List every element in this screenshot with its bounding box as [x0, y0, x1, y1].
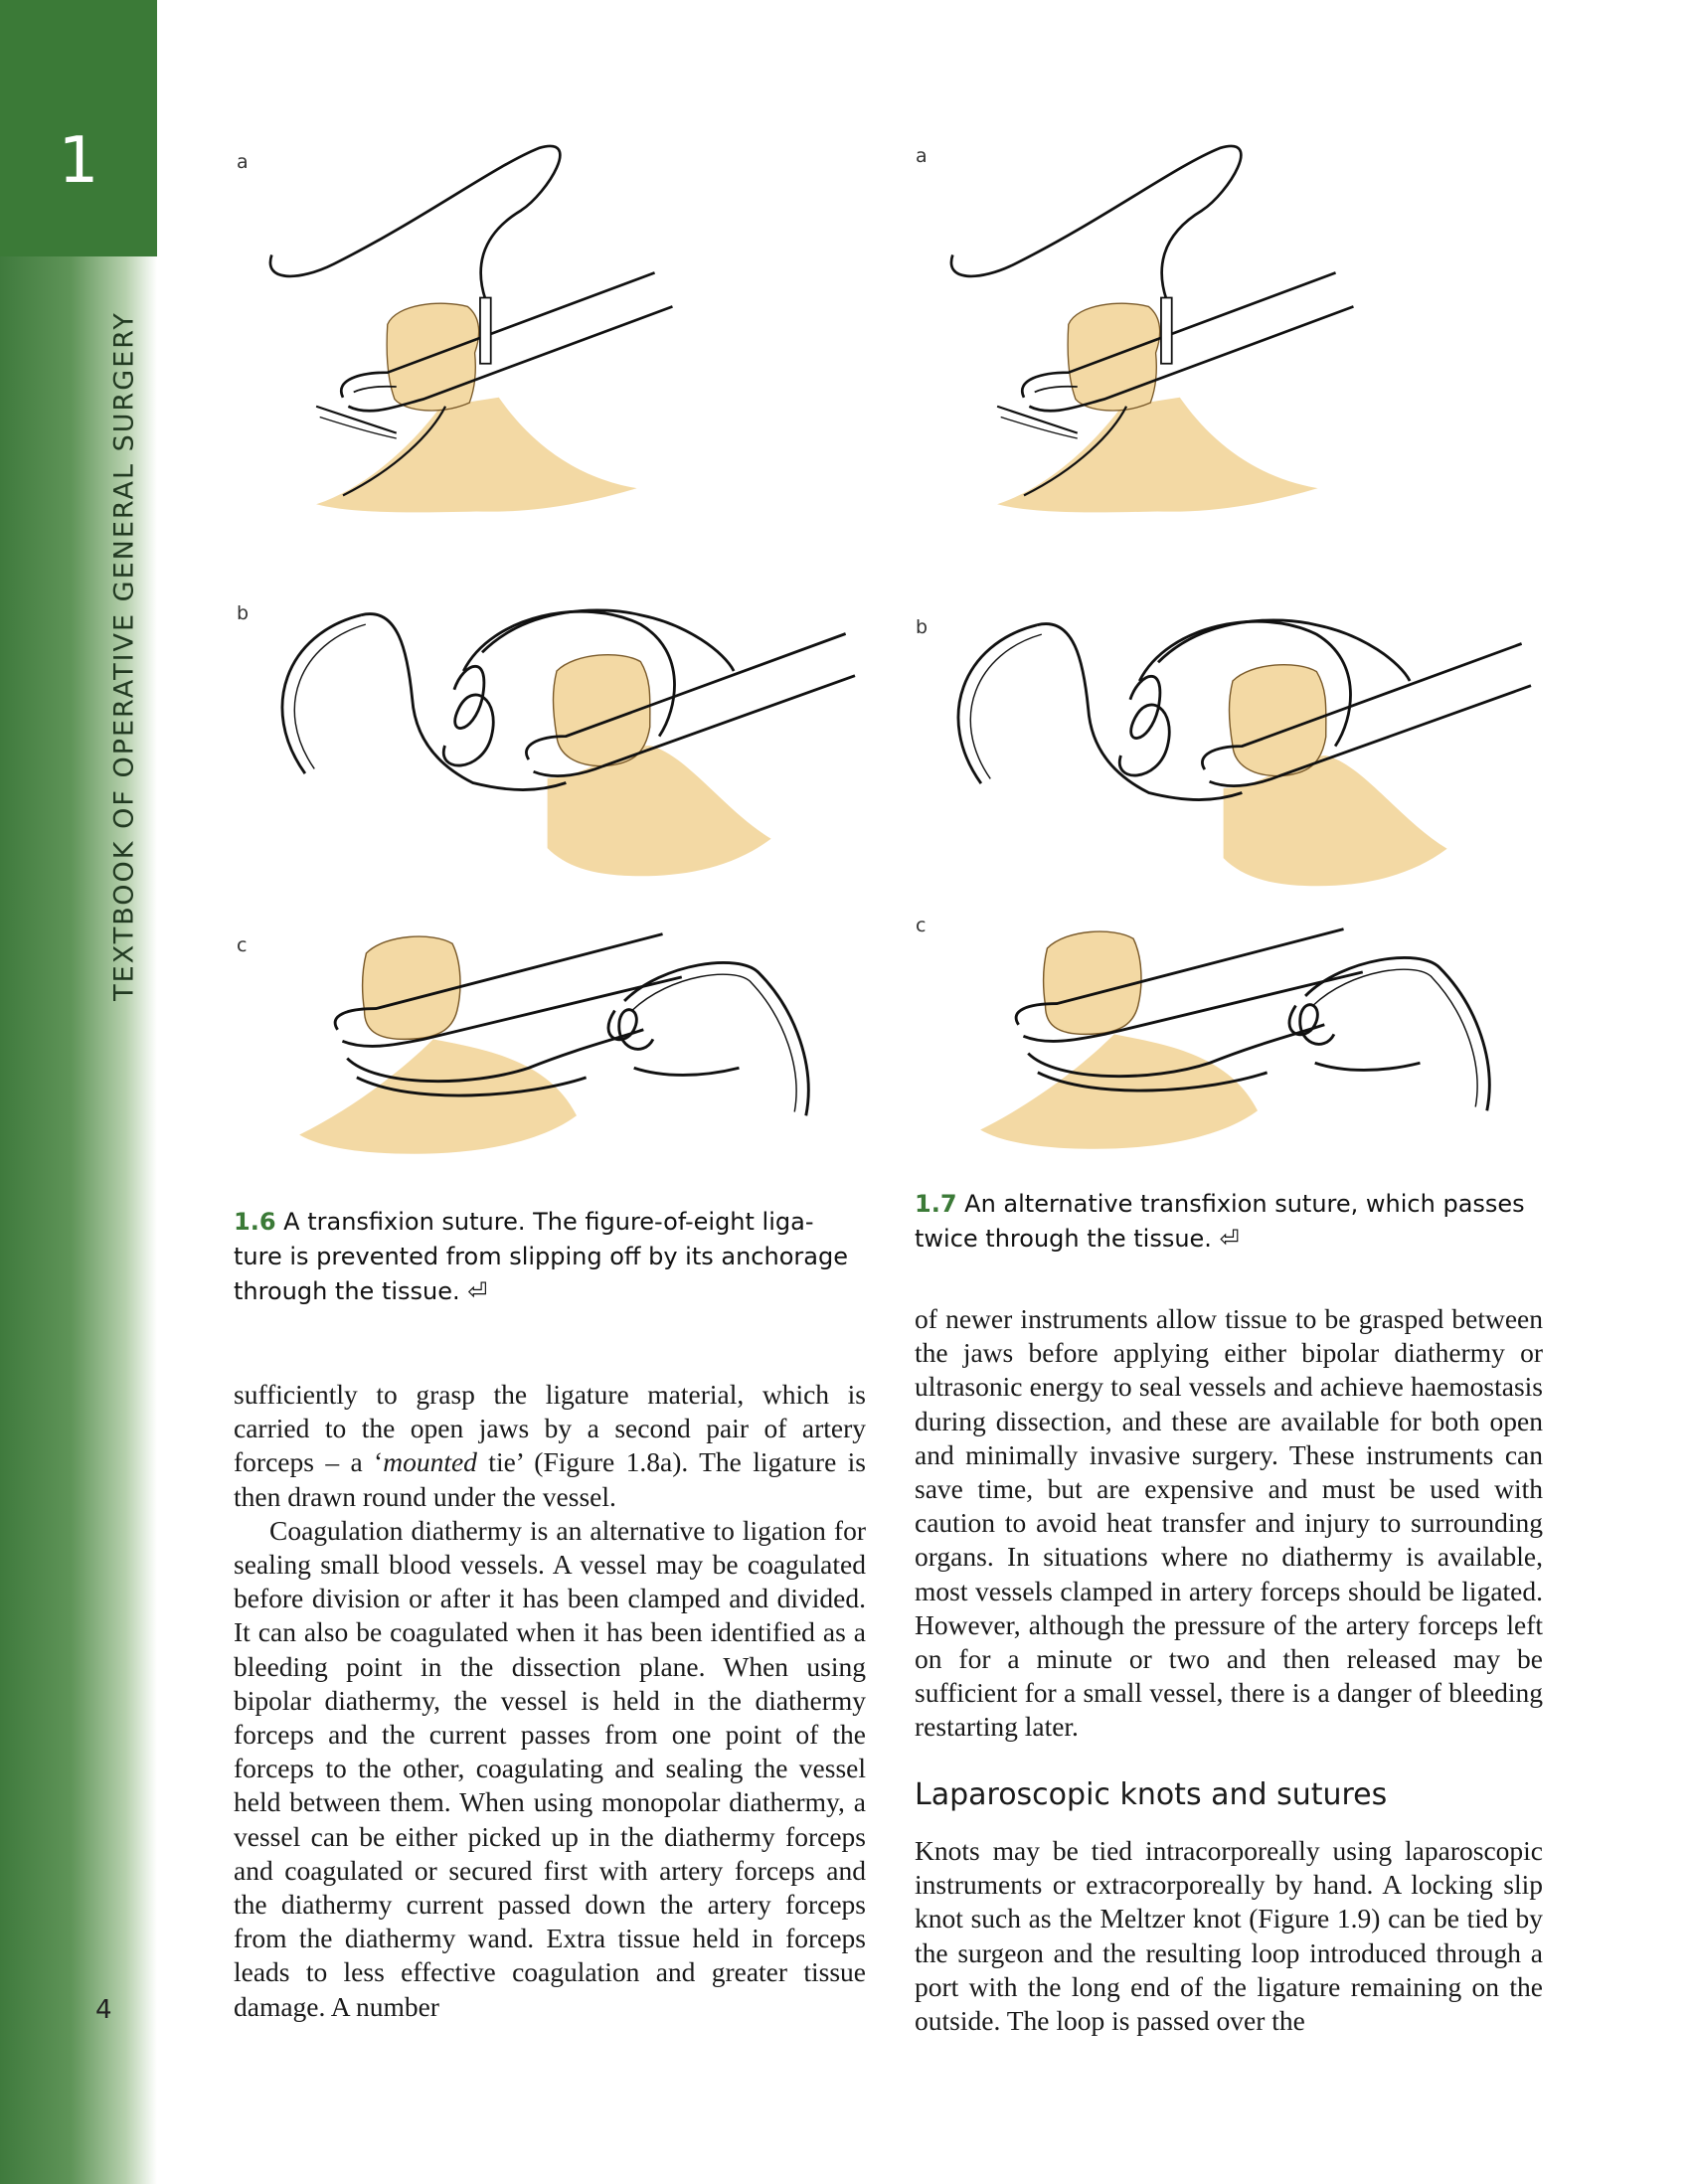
fig-1-7-label-c: c — [916, 915, 927, 936]
fig-1-7-label-b: b — [916, 616, 929, 638]
right-paragraph-1: of newer instruments allow tissue to be grasped between the jaws before applying either bipolar diathermy or ultrasonic energy to seal vessels and achieve haemostasis during dissection, and these are available for both open and minimally invasive surgery. These instruments can save time, but are expensive and must be used with caution to avoid heat transfer and injury to surrounding organs. In situations where no diathermy is available, most vessels clamped in artery forceps should be ligated. However, although the pressure of the artery forceps left on for a minute or two and then released may be sufficient for a small vessel, there is a danger of bleeding restarting later. — [915, 1303, 1543, 1743]
left-p1-text-a: sufficiently to grasp the ligature material, which is carried to the open jaws by a second pair of artery forceps – a ‘ — [234, 1379, 866, 1478]
fig-1-6-panel-b — [229, 596, 885, 895]
fig-1-6-caption-line-1: A transfixion suture. The figure-of-eight liga- — [283, 1208, 814, 1236]
page-number: 4 — [95, 1995, 112, 2025]
right-paragraph-2: Knots may be tied intracorporeally using laparoscopic instruments or extracorporeally by hand. A locking slip knot such as the Meltzer knot (Figure 1.9) can be tied by the surgeon and the resulting loop introduced through a port with the long end of the ligature remaining on the outside. The loop is passed over the — [915, 1835, 1543, 2037]
fig-1-6-label-a: a — [237, 151, 249, 173]
right-column-lower — [915, 1834, 1543, 2038]
fig-1-7-label-a: a — [916, 145, 928, 167]
section-heading: Laparoscopic knots and sutures — [915, 1777, 1388, 1812]
fig-1-7-panel-a — [910, 139, 1566, 567]
fig-1-7-number: 1.7 — [915, 1190, 957, 1218]
left-paragraph-2: Coagulation diathermy is an alternative to ligation for sealing small blood vessels. A vessel may be coagulated before division or after it has been clamped and divided. It can also be coagulated when it has been identified as a bleeding point in the dissection plane. When using bipolar diathermy, the vessel is held in the diathermy forceps and the current passes from one point of the forceps to the other, coagulating and sealing the vessel held between them. When using monopolar diathermy, a vessel can be either picked up in the diathermy forceps and coagulated or secured first with artery forceps and the diathermy current passed down the artery forceps from the diathermy wand. Extra tissue held in forceps leads to less effective coagulation and greater tissue damage. A number — [234, 1514, 866, 2022]
fig-1-7-caption — [915, 1187, 1571, 1257]
right-column — [915, 1302, 1543, 1745]
fig-1-6-panel-a — [229, 139, 885, 567]
fig-1-7-caption-line-1: An alternative transfixion suture, which passes — [964, 1190, 1525, 1218]
fig-1-6-caption-line-2: ture is prevented from slipping off by its anchorage — [234, 1243, 848, 1270]
fig-1-6-number: 1.6 — [234, 1208, 276, 1236]
fig-1-7-caption-line-2: twice through the tissue. ⏎ — [915, 1225, 1240, 1253]
fig-1-6-panel-c — [249, 924, 905, 1173]
chapter-number: 1 — [58, 124, 99, 198]
running-head-text: TEXTBOOK OF OPERATIVE GENERAL SURGERY — [108, 311, 140, 1001]
fig-1-6-label-b: b — [237, 602, 250, 624]
fig-1-6-caption — [234, 1205, 870, 1309]
left-paragraph-1 — [234, 1378, 866, 1514]
chapter-tab — [0, 0, 157, 256]
fig-1-6-caption-line-3: through the tissue. ⏎ — [234, 1277, 488, 1305]
fig-1-7-panel-b — [905, 606, 1561, 905]
left-p1-text-b: tie’ (Figure 1.8a). The ligature is then drawn round under the vessel. — [234, 1446, 866, 1512]
left-column — [234, 1378, 866, 2024]
fig-1-6-label-c: c — [237, 934, 248, 956]
fig-1-7-panel-c — [930, 920, 1586, 1168]
left-p1-italic: mounted — [383, 1446, 477, 1478]
